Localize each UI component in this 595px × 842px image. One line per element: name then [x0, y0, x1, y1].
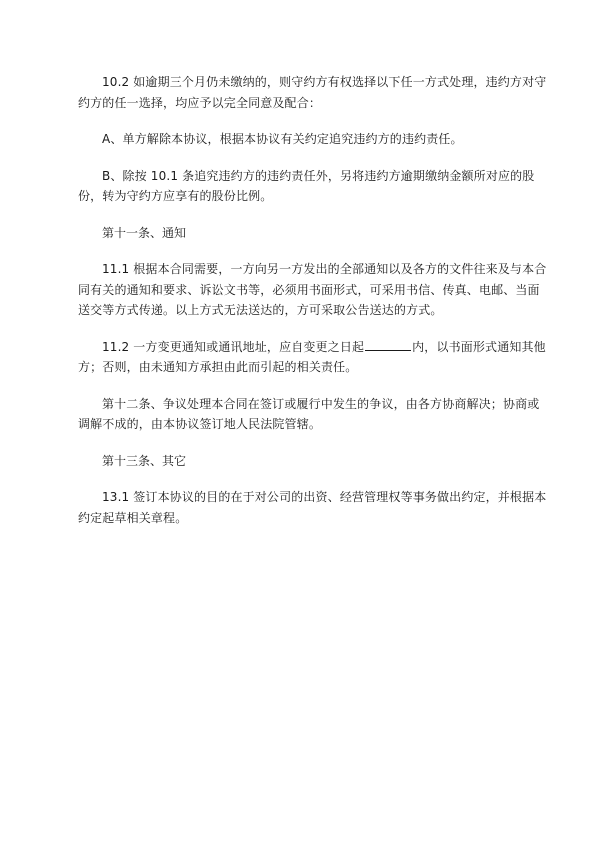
paragraph-gap — [78, 435, 548, 451]
article-11-heading: 第十一条、通知 — [102, 225, 187, 240]
option-a: A、单方解除本协议，根据本协议有关约定追究违约方的违约责任。 — [102, 132, 463, 146]
paragraph-gap — [78, 113, 548, 129]
paragraph-gap — [78, 471, 548, 487]
document-body — [78, 72, 548, 528]
clause-11-1: 11.1 根据本合同需要，一方向另一方发出的全部通知以及各方的文件往来及与本合同有关的通知和要求、诉讼文书等，必须用书面形式，可采用书信、传真、电邮、当面送交等方式传递。以上方式无法送达的，方可采取公告送达的方式。 — [78, 262, 547, 317]
clause-10-2: 10.2 如逾期三个月仍未缴纳的，则守约方有权选择以下任一方式处理，违约方对守约方的任一选择，均应予以完全同意及配合： — [78, 75, 547, 110]
fill-in-blank — [365, 338, 411, 351]
option-b: B、除按 10.1 条追究违约方的违约责任外，另将违约方逾期缴纳金额所对应的股份，转为守约方应享有的股份比例。 — [78, 168, 535, 203]
clause-11-2-text-before: 11.2 一方变更通知或通讯地址，应自变更之日起 — [102, 339, 365, 354]
paragraph-gap — [78, 378, 548, 394]
clause-11-2-text-after: 内，以书面形式通知其他方；否则，由未通知方承担由此而引起的相关责任。 — [78, 339, 546, 374]
article-12: 第十二条、争议处理本合同在签订或履行中发生的争议，由各方协商解决；协商或调解不成的，由本协议签订地人民法院管辖。 — [78, 396, 540, 431]
paragraph-gap — [78, 150, 548, 166]
clause-13-1: 13.1 签订本协议的目的在于对公司的出资、经营管理权等事务做出约定，并根据本约定起草相关章程。 — [78, 490, 547, 525]
clause-11-2 — [78, 337, 548, 378]
paragraph-gap — [78, 321, 548, 337]
paragraph-gap — [78, 207, 548, 223]
article-13-heading: 第十三条、其它 — [102, 453, 187, 468]
paragraph-gap — [78, 243, 548, 259]
